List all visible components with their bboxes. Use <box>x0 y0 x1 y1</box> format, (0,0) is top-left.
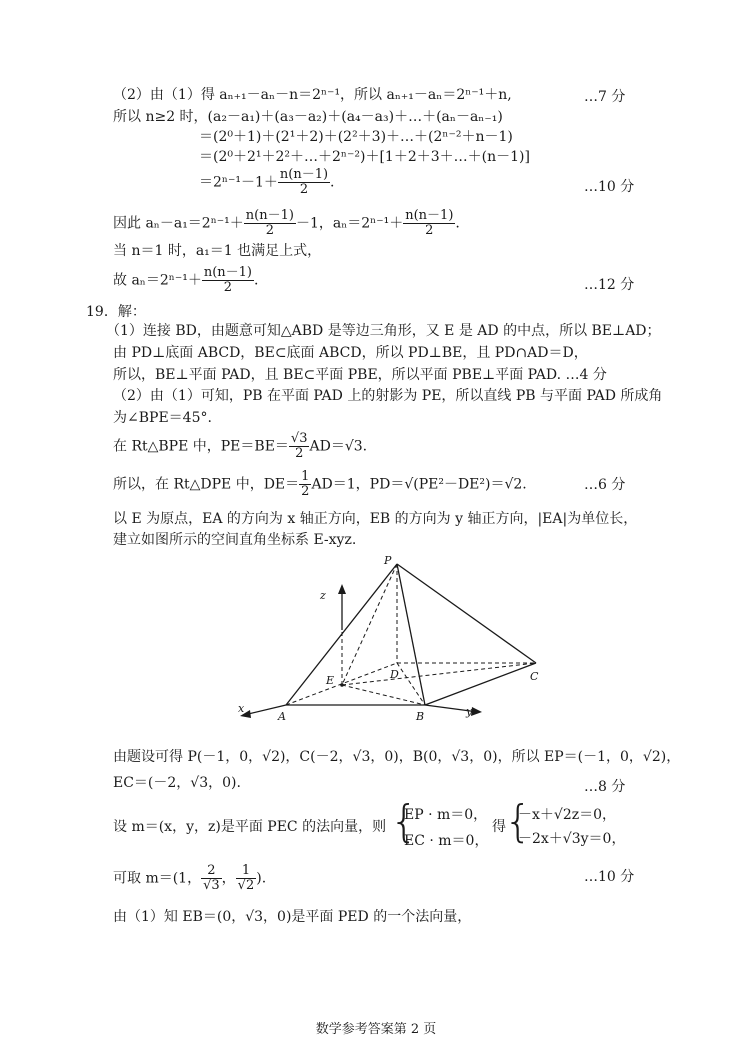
fraction-num: n(n－1) <box>245 208 294 223</box>
fraction-num: √3 <box>290 431 308 446</box>
page-footer: 数学参考答案第 2 页 <box>315 1022 437 1037</box>
fraction <box>202 266 254 295</box>
text: 因此 aₙ－a₁＝2ⁿ⁻¹＋ <box>113 215 244 232</box>
system-brace-1: { <box>390 796 418 847</box>
score-8: …8 分 <box>584 779 626 795</box>
q19-line-14: 由（1）知 EB＝(0，√3，0)是平面 PED 的一个法向量， <box>113 909 472 925</box>
system-2-eq1: －x＋√2z＝0， <box>518 807 617 823</box>
q19-line-12: 设 m＝(x，y，z)是平面 PEC 的法向量，则 <box>113 819 387 835</box>
text: . <box>455 215 460 232</box>
label-E: E <box>326 674 335 687</box>
label-A: A <box>278 710 286 723</box>
edge-PB <box>397 564 425 705</box>
line-p2-2: 所以 n≥2 时，(a₂－a₁)＋(a₃－a₂)＋(a₄－a₃)＋…＋(aₙ－aₙ₋₁) <box>113 109 503 125</box>
label-y: y <box>466 705 473 718</box>
text: . <box>330 174 335 191</box>
text: 在 Rt△BPE 中，PE＝BE＝ <box>113 438 289 455</box>
label-D: D <box>390 668 399 681</box>
q19-line-7 <box>113 470 527 499</box>
score-7: …7 分 <box>584 89 626 105</box>
label-B: B <box>416 710 425 723</box>
fraction-num: 1 <box>301 469 310 484</box>
fraction-num: 1 <box>236 864 257 879</box>
fraction-den: 2 <box>295 446 304 461</box>
edge-PC <box>397 564 536 663</box>
score-6: …6 分 <box>584 477 626 493</box>
line-p2-6 <box>113 209 460 238</box>
fraction <box>278 168 330 197</box>
fraction-num: n(n－1) <box>203 265 252 280</box>
q19-line-2: 由 PD⊥底面 ABCD，BE⊂底面 ABCD，所以 PD⊥BE，且 PD∩AD＝D， <box>113 345 588 361</box>
fraction <box>289 432 310 461</box>
text: ， <box>221 870 236 887</box>
score-10: …10 分 <box>584 179 635 195</box>
fraction-den: 2 <box>265 223 274 238</box>
y-arrow <box>471 707 482 716</box>
label-z: z <box>320 589 326 602</box>
pyramid-figure <box>220 552 560 732</box>
system-1-eq2: EC · m＝0， <box>404 833 489 849</box>
fraction <box>236 864 257 893</box>
edge-BC <box>425 663 536 705</box>
q19-line-11: EC＝(－2，√3，0). <box>113 775 241 791</box>
q19-heading: 19．解： <box>86 304 146 320</box>
line-p2-1: （2）由（1）得 aₙ₊₁－aₙ－n＝2ⁿ⁻¹，所以 aₙ₊₁－aₙ＝2ⁿ⁻¹＋n, <box>113 87 512 103</box>
text: . <box>254 272 259 289</box>
edge-EB <box>342 685 425 705</box>
line-p2-5 <box>199 168 335 197</box>
line-p2-4: ＝(2⁰＋2¹＋2²＋…＋2ⁿ⁻²)＋[1＋2＋3＋…＋(n－1)] <box>199 149 530 165</box>
q19-line-10: 由题设可得 P(－1，0，√2)，C(－2，√3，0)，B(0，√3，0)，所以 EP＝(－1，0，√2)， <box>113 749 681 765</box>
system-1-eq1: EP · m＝0， <box>404 807 488 823</box>
line-p2-3: ＝(2⁰＋1)＋(2¹＋2)＋(2²＋3)＋…＋(2ⁿ⁻²＋n－1) <box>199 129 513 145</box>
label-x: x <box>238 702 245 715</box>
system-brace-2: { <box>504 796 532 847</box>
text: ＝2ⁿ⁻¹－1＋ <box>199 174 278 191</box>
q19-line-6 <box>113 432 367 461</box>
fraction-den: 2 <box>425 223 434 238</box>
text: 所以，在 Rt△DPE 中，DE＝ <box>113 476 300 493</box>
text: AD＝√3. <box>309 438 368 455</box>
q19-line-1: （1）连接 BD，由题意可知△ABD 是等边三角形，又 E 是 AD 的中点，所以 BE⊥AD； <box>106 323 661 339</box>
fraction-den: 2 <box>223 280 233 295</box>
fraction-num: 2 <box>201 864 222 879</box>
text: －1，aₙ＝2ⁿ⁻¹＋ <box>295 215 404 232</box>
fraction <box>201 864 222 893</box>
q19-line-9: 建立如图所示的空间直角坐标系 E-xyz. <box>113 532 357 548</box>
z-arrow <box>338 584 346 594</box>
fraction-den: 2 <box>301 484 310 499</box>
line-p2-8 <box>113 266 258 295</box>
q19-line-3: 所以，BE⊥平面 PAD，且 BE⊂平面 PBE，所以平面 PBE⊥平面 PAD. …4 分 <box>113 367 607 383</box>
label-C: C <box>530 670 539 683</box>
fraction-den: √3 <box>203 878 220 893</box>
fraction-den: 2 <box>299 182 309 197</box>
fraction <box>299 470 311 499</box>
q19-line-4: （2）由（1）可知，PB 在平面 PAD 上的射影为 PE，所以直线 PB 与平面 PAD 所成角 <box>113 388 663 404</box>
text: 可取 m＝(1， <box>113 870 202 887</box>
text-de: 得 <box>492 819 506 835</box>
point-E <box>340 683 344 687</box>
fraction-num: n(n－1) <box>405 208 454 223</box>
score-12: …12 分 <box>584 277 635 293</box>
q19-line-13 <box>113 864 266 893</box>
q19-line-8: 以 E 为原点，EA 的方向为 x 轴正方向，EB 的方向为 y 轴正方向，|EA|为单位长， <box>113 511 638 527</box>
score-10b: …10 分 <box>584 869 635 885</box>
system-2-eq2: －2x＋√3y＝0， <box>518 831 626 847</box>
edge-PE <box>342 564 397 685</box>
fraction-num: n(n－1) <box>279 167 329 182</box>
line-p2-7: 当 n＝1 时，a₁＝1 也满足上式， <box>113 243 322 259</box>
text: 故 aₙ＝2ⁿ⁻¹＋ <box>113 272 202 289</box>
fraction <box>403 209 455 238</box>
text: AD＝1，PD＝√(PE²－DE²)＝√2. <box>311 476 527 493</box>
text: ). <box>256 870 267 887</box>
q19-line-5: 为∠BPE＝45°. <box>113 410 212 426</box>
fraction-den: √2 <box>237 878 255 893</box>
fraction <box>244 209 296 238</box>
label-P: P <box>384 554 392 567</box>
